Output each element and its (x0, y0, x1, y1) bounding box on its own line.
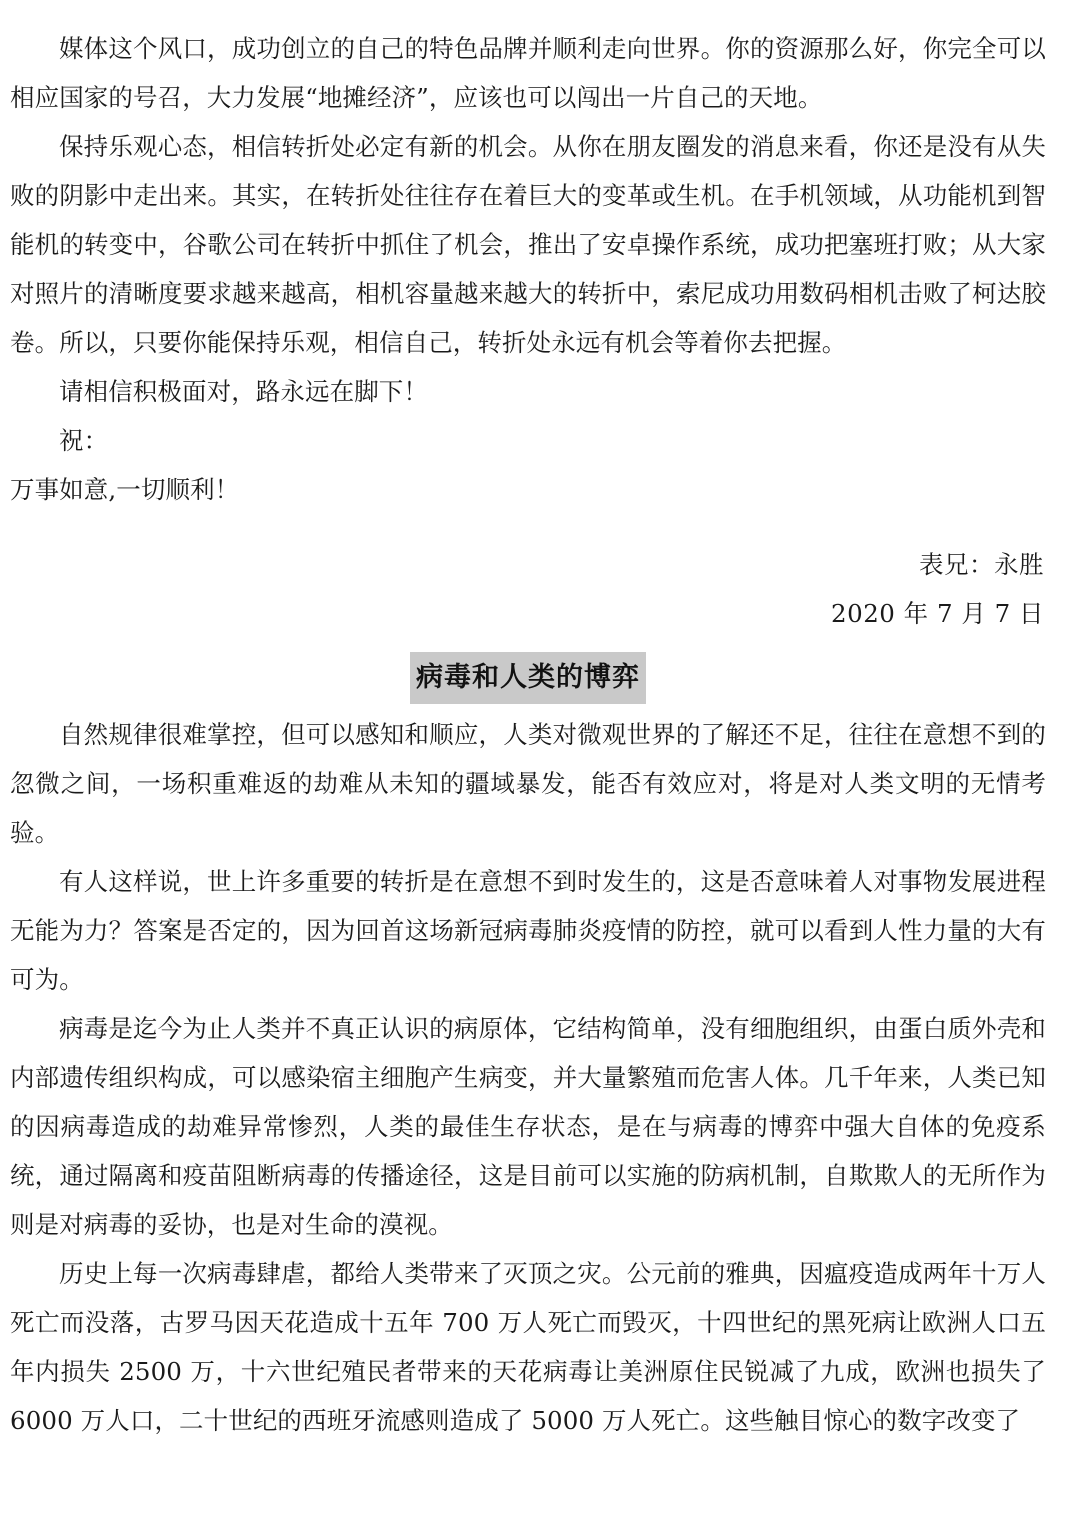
article-title-block (10, 652, 1046, 704)
letter-signature-name: 表兄：永胜 (919, 550, 1044, 579)
article-title: 病毒和人类的博弈 (410, 652, 646, 704)
article-paragraph-1: 自然规律很难掌控，但可以感知和顺应，人类对微观世界的了解还不足，往往在意想不到的忽微之间，一场积重难返的劫难从未知的疆域暴发，能否有效应对，将是对人类文明的无情考验。 (10, 720, 1046, 847)
letter-closing-wish: 万事如意,一切顺利！ (10, 475, 240, 504)
signature-spacer (10, 514, 1046, 540)
article-paragraph-2: 有人这样说，世上许多重要的转折是在意想不到时发生的，这是否意味着人对事物发展进程无能为力？答案是否定的，因为回首这场新冠病毒肺炎疫情的防控，就可以看到人性力量的大有可为。 (10, 867, 1046, 994)
article-paragraph-4: 历史上每一次病毒肆虐，都给人类带来了灭顶之灾。公元前的雅典，因瘟疫造成两年十万人死亡而没落，古罗马因天花造成十五年 700 万人死亡而毁灭，十四世纪的黑死病让欧洲人口五年内损失 2500 万，十六世纪殖民者带来的天花病毒让美洲原住民锐减了九成，欧洲也损失了 6000 万人口，二十世纪的西班牙流感则造成了 5000 万人死亡。这些触目惊心的数字改变了 (10, 1259, 1046, 1435)
letter-paragraph-3: 请相信积极面对，路永远在脚下！ (59, 377, 428, 406)
document-body (10, 24, 1046, 1445)
article-paragraph-3: 病毒是迄今为止人类并不真正认识的病原体，它结构简单，没有细胞组织，由蛋白质外壳和内部遗传组织构成，可以感染宿主细胞产生病变，并大量繁殖而危害人体。几千年来，人类已知的因病毒造成的劫难异常惨烈，人类的最佳生存状态，是在与病毒的博弈中强大自体的免疫系统，通过隔离和疫苗阻断病毒的传播途径，这是目前可以实施的防病机制，自欺欺人的无所作为则是对病毒的妥协，也是对生命的漠视。 (10, 1014, 1046, 1239)
letter-paragraph-1: 媒体这个风口，成功创立的自己的特色品牌并顺利走向世界。你的资源那么好，你完全可以相应国家的号召，大力发展“地摊经济”，应该也可以闯出一片自己的天地。 (10, 34, 1046, 112)
letter-paragraph-2: 保持乐观心态，相信转折处必定有新的机会。从你在朋友圈发的消息来看，你还是没有从失败的阴影中走出来。其实，在转折处往往存在着巨大的变革或生机。在手机领域，从功能机到智能机的转变中，谷歌公司在转折中抓住了机会，推出了安卓操作系统，成功把塞班打败；从大家对照片的清晰度要求越来越高，相机容量越来越大的转折中，索尼成功用数码相机击败了柯达胶卷。所以，只要你能保持乐观，相信自己，转折处永远有机会等着你去把握。 (10, 132, 1046, 357)
letter-salutation-zhu: 祝： (59, 426, 109, 455)
letter-signature-date: 2020 年 7 月 7 日 (831, 599, 1044, 628)
